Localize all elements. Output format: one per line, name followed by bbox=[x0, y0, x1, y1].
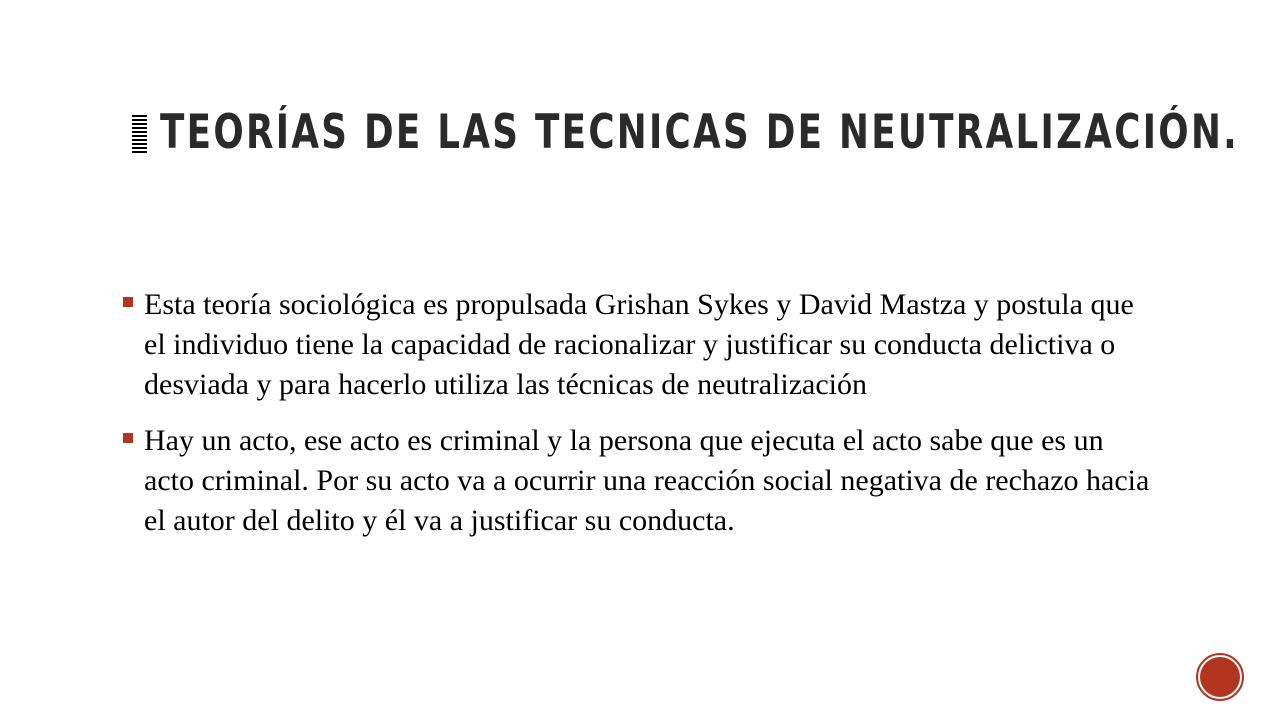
square-bullet-icon bbox=[123, 297, 133, 307]
bullet-item bbox=[120, 421, 1150, 541]
nav-circle-fill bbox=[1200, 657, 1240, 697]
bullet-item bbox=[120, 285, 1150, 405]
bullet-list bbox=[120, 285, 1150, 557]
square-bullet-icon bbox=[123, 433, 133, 443]
slide-nav-circle-icon[interactable] bbox=[1196, 653, 1244, 701]
slide-title: TEORÍAS DE LAS TECNICAS DE NEUTRALIZACIÓN. bbox=[160, 105, 1239, 160]
title-marker-icon bbox=[132, 115, 147, 155]
bullet-text: Esta teoría sociológica es propulsada Grishan Sykes y David Mastza y postula que el individuo tiene la capacidad de racionalizar y justificar su conducta delictiva o desviada y para hacerlo utiliza las técnicas de neutralización bbox=[144, 288, 1134, 401]
bullet-text: Hay un acto, ese acto es criminal y la persona que ejecuta el acto sabe que es un acto criminal. Por su acto va a ocurrir una reacción social negativa de rechazo hacia el autor del delito y él va a justificar su conducta. bbox=[144, 424, 1150, 537]
